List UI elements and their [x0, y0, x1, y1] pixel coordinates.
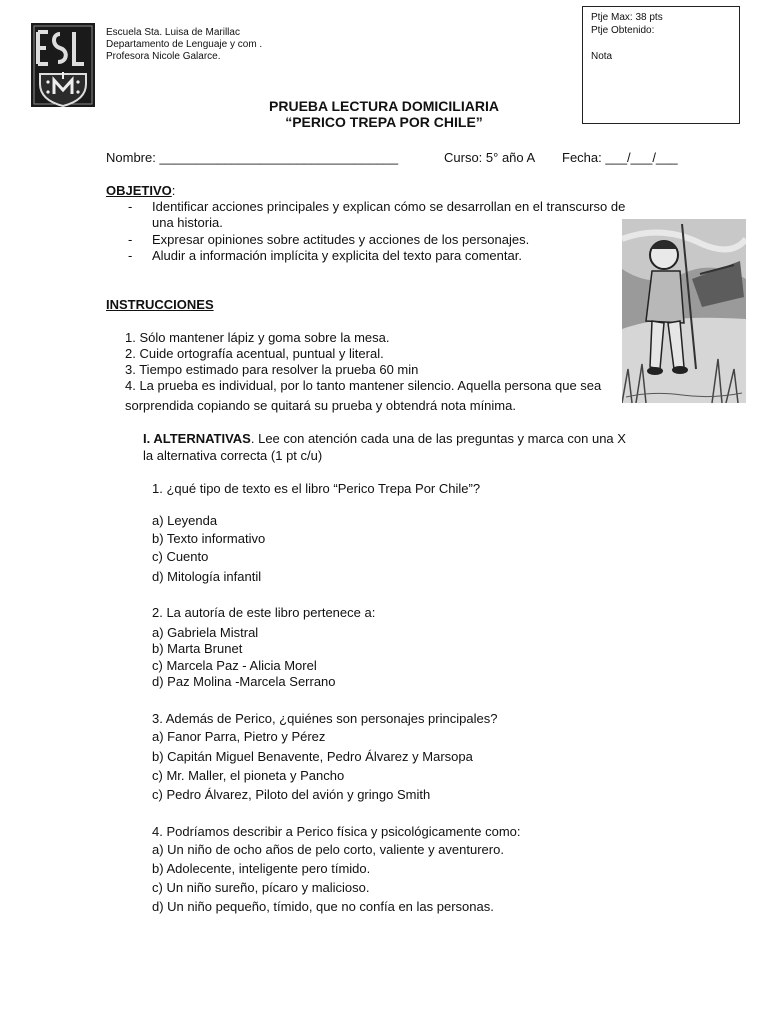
instruction-item-2: 2. Cuide ortografía acentual, puntual y literal. [125, 346, 384, 361]
score-max: Ptje Max: 38 pts [591, 12, 663, 23]
student-name-field: Nombre: _________________________________ [106, 150, 399, 165]
question-2-text: 2. La autoría de este libro pertenece a: [152, 605, 376, 620]
question-2-option-b: b) Marta Brunet [152, 641, 243, 656]
title-line-2: “PERICO TREPA POR CHILE” [285, 114, 483, 130]
instruction-item-3: 3. Tiempo estimado para resolver la prueba 60 min [125, 362, 419, 377]
school-info [106, 27, 262, 63]
objective-heading [106, 183, 175, 199]
section-1-intro [143, 431, 626, 447]
objective-item: - Identificar acciones principales y explican cómo se desarrollan en el transcurso de una historia. [128, 199, 626, 230]
department: Departamento de Lenguaje y com . [106, 39, 263, 50]
page-title [0, 98, 768, 130]
perico-illustration [622, 219, 746, 403]
question-3-option-b: b) Capitán Miguel Benavente, Pedro Álvarez y Marsopa [152, 749, 473, 764]
date-field: Fecha: ___/___/___ [562, 150, 678, 165]
score-obtained: Ptje Obtenido: [591, 25, 655, 36]
course-field: Curso: 5° año A [444, 150, 536, 165]
instruction-item-4-continued: sorprendida copiando se quitará su prueba y obtendrá nota mínima. [125, 398, 516, 413]
question-2-option-a: a) Gabriela Mistral [152, 625, 259, 640]
question-2-option-c: c) Marcela Paz - Alicia Morel [152, 658, 317, 673]
question-4-option-a: a) Un niño de ocho años de pelo corto, valiente y aventurero. [152, 842, 504, 857]
school-name: Escuela Sta. Luisa de Marillac [106, 27, 240, 38]
question-1-option-a: a) Leyenda [152, 513, 218, 528]
question-4-option-c: c) Un niño sureño, pícaro y malicioso. [152, 880, 370, 895]
question-1-option-c: c) Cuento [152, 549, 209, 564]
section-1-heading: I. ALTERNATIVAS [143, 431, 251, 446]
instruction-item-1: 1. Sólo mantener lápiz y goma sobre la mesa. [125, 330, 390, 345]
instruction-item-4: 4. La prueba es individual, por lo tanto mantener silencio. Aquella persona que sea [125, 378, 602, 393]
question-4-option-b: b) Adolecente, inteligente pero tímido. [152, 861, 371, 876]
question-3-option-d: c) Pedro Álvarez, Piloto del avión y gringo Smith [152, 787, 431, 802]
objective-item-1-line-2: una historia. [152, 215, 223, 230]
question-3-option-a: a) Fanor Parra, Pietro y Pérez [152, 729, 326, 744]
title-line-1: PRUEBA LECTURA DOMICILIARIA [269, 98, 499, 114]
section-1-intro-line-2: la alternativa correcta (1 pt c/u) [143, 448, 323, 463]
school-logo [30, 22, 96, 108]
question-2-option-d: d) Paz Molina -Marcela Serrano [152, 674, 336, 689]
teacher: Profesora Nicole Galarce. [106, 51, 221, 62]
objective-item-1-line-1: Identificar acciones principales y explican cómo se desarrollan en el transcurso de [152, 199, 626, 214]
section-1-intro-rest: . Lee con atención cada una de las preguntas y marca con una X [250, 431, 626, 446]
objective-heading-colon: : [171, 183, 176, 198]
question-4-text: 4. Podríamos describir a Perico física y psicológicamente como: [152, 824, 521, 839]
objective-item-3: Aludir a información implícita y explicita del texto para comentar. [152, 248, 522, 263]
objective-item-2: Expresar opiniones sobre actitudes y acciones de los personajes. [152, 232, 530, 247]
question-3-text: 3. Además de Perico, ¿quiénes son personajes principales? [152, 711, 498, 726]
question-1-option-b: b) Texto informativo [152, 531, 266, 546]
question-3-option-c: c) Mr. Maller, el pioneta y Pancho [152, 768, 345, 783]
score-grade: Nota [591, 51, 613, 62]
question-1-text: 1. ¿qué tipo de texto es el libro “Perico Trepa Por Chile”? [152, 481, 481, 496]
objective-heading-text: OBJETIVO [106, 183, 172, 198]
question-1-option-d: d) Mitología infantil [152, 569, 262, 584]
question-4-option-d: d) Un niño pequeño, tímido, que no confía en las personas. [152, 899, 494, 914]
instructions-heading: INSTRUCCIONES [106, 297, 214, 312]
